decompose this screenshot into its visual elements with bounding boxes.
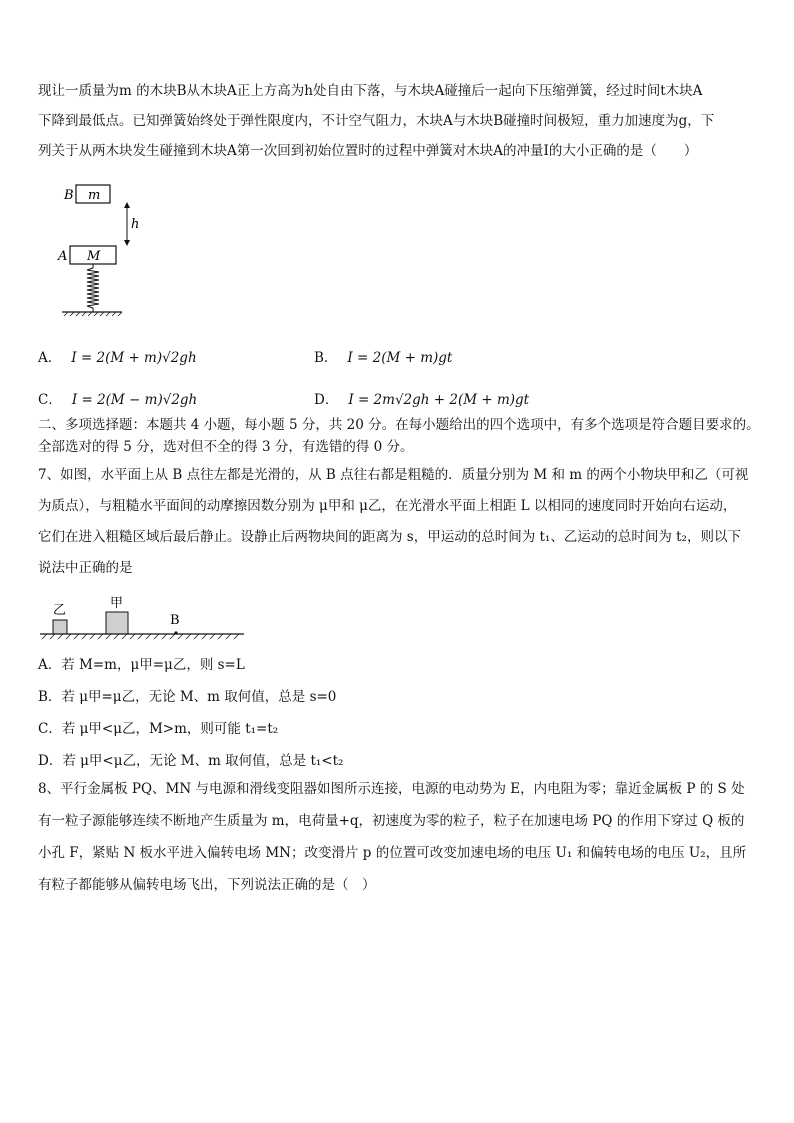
q7-line-4: 说法中正确的是 <box>38 560 133 576</box>
q6-stem <box>38 76 760 166</box>
q8-line-3: 小孔 F，紧贴 N 板水平进入偏转电场 MN；改变滑片 p 的位置可改变加速电场的电压 U₁ 和偏转电场的电压 U₂，且所 <box>38 845 747 861</box>
q7-stem <box>38 460 760 584</box>
q6-option-A-label: A． <box>38 350 62 366</box>
section2-line-1: 二、多项选择题：本题共 4 小题，每小题 5 分，共 20 分。在每小题给出的四个选项中，有多个选项是符合题目要求的。 <box>38 417 760 433</box>
q6-option-C[interactable] <box>38 388 197 408</box>
q6-option-B[interactable] <box>314 346 452 366</box>
q7-blocks-figure <box>38 592 250 642</box>
q6-option-A[interactable] <box>38 346 197 366</box>
q6-option-A-formula: I = 2(M + m)√2gh <box>71 350 197 366</box>
q6-spring-block-figure <box>54 178 154 323</box>
q8-line-4: 有粒子都能够从偏转电场飞出，下列说法正确的是（ ） <box>38 877 376 893</box>
q7-option-D[interactable]: D．若 μ甲<μ乙，无论 M、m 取何值，总是 t₁<t₂ <box>38 753 344 769</box>
q8-line-2: 有一粒子源能够连续不断地产生质量为 m，电荷量+q，初速度为零的粒子，粒子在加速电场 PQ 的作用下穿过 Q 板的 <box>38 813 745 829</box>
block-yi <box>53 620 67 634</box>
height-arrow-top <box>124 202 130 208</box>
q8-stem <box>38 773 760 901</box>
q7-line-3: 它们在进入粗糙区域后最后静止。设静止后两物块间的距离为 s，甲运动的总时间为 t₁、乙运动的总时间为 t₂，则以下 <box>38 529 741 545</box>
q6-line-3: 列关于从两木块发生碰撞到木块A第一次回到初始位置时的过程中弹簧对木块A的冲量I的大小正确的是（ ） <box>38 143 698 159</box>
q6-label-m: m <box>88 188 101 203</box>
block-jia <box>106 612 128 634</box>
q8-line-1: 8、平行金属板 PQ、MN 与电源和滑线变阻器如图所示连接，电源的电动势为 E，内电阻为零；靠近金属板 P 的 S 处 <box>38 781 745 797</box>
q6-label-h: h <box>131 217 140 232</box>
q6-line-2: 下降到最低点。已知弹簧始终处于弹性限度内，不计空气阻力，木块A与木块B碰撞时间极短，重力加速度为g，下 <box>38 113 715 129</box>
q7-label-yi: 乙 <box>53 603 67 618</box>
ground-hatching <box>64 312 122 316</box>
section2-heading <box>38 414 760 458</box>
q6-label-M: M <box>87 249 101 264</box>
q7-option-A[interactable]: A．若 M=m，μ甲=μ乙，则 s=L <box>38 657 245 673</box>
q6-option-B-formula: I = 2(M + m)gt <box>347 350 453 366</box>
q6-option-D-label: D． <box>314 392 339 408</box>
q6-option-C-label: C． <box>38 392 62 408</box>
q7-ground-hatching <box>42 634 239 639</box>
q6-label-B: B <box>64 188 74 203</box>
q7-label-B: B <box>170 613 180 628</box>
q6-option-D-formula: I = 2m√2gh + 2(M + m)gt <box>348 392 530 408</box>
section2-line-2: 全部选对的得 5 分，选对但不全的得 3 分，有选错的得 0 分。 <box>38 439 414 455</box>
q6-label-A: A <box>58 249 68 264</box>
q7-line-2: 为质点），与粗糙水平面间的动摩擦因数分别为 μ甲和 μ乙，在光滑水平面上相距 L 以相同的速度同时开始向右运动， <box>38 498 737 514</box>
q7-label-jia: 甲 <box>110 596 124 611</box>
q6-option-C-formula: I = 2(M − m)√2gh <box>71 392 198 408</box>
q7-option-B[interactable]: B．若 μ甲=μ乙，无论 M、m 取何值，总是 s=0 <box>38 689 337 705</box>
q6-option-B-label: B． <box>314 350 338 366</box>
q7-line-1: 7、如图，水平面上从 B 点往左都是光滑的，从 B 点往右都是粗糙的．质量分别为 M 和 m 的两个小物块甲和乙（可视 <box>38 467 749 483</box>
height-arrow-bottom <box>124 240 130 246</box>
q7-option-C[interactable]: C．若 μ甲<μ乙，M>m，则可能 t₁=t₂ <box>38 721 279 737</box>
q6-line-1: 现让一质量为m 的木块B从木块A正上方高为h处自由下落，与木块A碰撞后一起向下压缩弹簧，经过时间t木块A <box>38 83 703 99</box>
q6-option-D[interactable] <box>314 388 529 408</box>
spring <box>87 264 99 312</box>
